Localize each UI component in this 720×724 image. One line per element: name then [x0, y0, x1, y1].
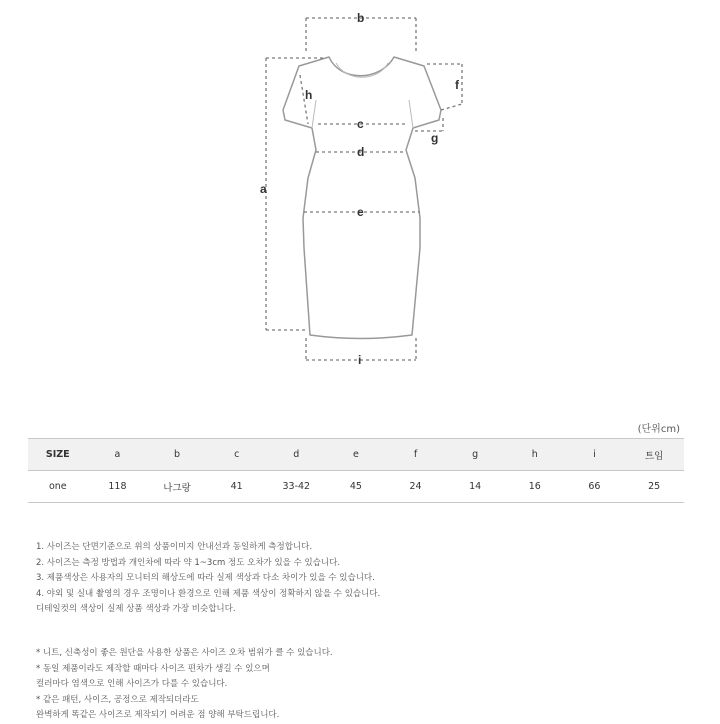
label-f: f: [455, 78, 459, 92]
header-cell: b: [147, 439, 207, 471]
size-notes: [36, 540, 380, 618]
note-line: * 동일 제품이라도 제작할 때마다 사이즈 편차가 생길 수 있으며: [36, 663, 270, 674]
label-h: h: [305, 88, 313, 102]
size-table: [28, 438, 684, 503]
header-cell: SIZE: [28, 439, 88, 471]
note-line: 4. 야외 및 실내 촬영의 경우 조명이나 환경으로 인해 제품 색상이 정확하지 않을 수 있습니다.: [36, 588, 381, 599]
note-line: 컬러마다 염색으로 인해 사이즈가 다를 수 있습니다.: [36, 679, 228, 689]
table-cell: 118: [88, 471, 148, 503]
label-b: b: [357, 11, 365, 25]
label-g: g: [431, 131, 439, 145]
header-cell: e: [326, 439, 386, 471]
table-cell: 33-42: [267, 471, 327, 503]
header-cell: 트임: [624, 439, 684, 471]
note-line: * 같은 패턴, 사이즈, 공정으로 제작되더라도: [36, 694, 199, 705]
table-cell: 나그랑: [147, 471, 207, 503]
note-line: 1. 사이즈는 단면기준으로 위의 상품이미지 안내선과 동일하게 측정합니다.: [36, 542, 313, 552]
table-row: [28, 471, 684, 503]
header-cell: a: [88, 439, 148, 471]
table-cell: 14: [445, 471, 505, 503]
label-i: i: [358, 353, 362, 367]
note-line: 2. 사이즈는 측정 방법과 개인차에 따라 약 1~3cm 정도 오차가 있을 수 있습니다.: [36, 557, 341, 568]
table-cell: 24: [386, 471, 446, 503]
table-cell: 41: [207, 471, 267, 503]
label-d: d: [357, 145, 365, 159]
note-line: 3. 제품색상은 사용자의 모니터의 해상도에 따라 실제 색상과 다소 차이가 있을 수 있습니다.: [36, 573, 375, 583]
table-cell: 16: [505, 471, 565, 503]
header-cell: f: [386, 439, 446, 471]
header-cell: c: [207, 439, 267, 471]
header-cell: h: [505, 439, 565, 471]
unit-note: (단위cm): [637, 424, 680, 435]
header-cell: g: [445, 439, 505, 471]
header-cell: d: [267, 439, 327, 471]
label-c: c: [357, 117, 364, 131]
table-cell: 45: [326, 471, 386, 503]
table-cell: one: [28, 471, 88, 503]
label-a: a: [260, 182, 267, 196]
additional-notes: [36, 646, 333, 724]
label-e: e: [357, 205, 364, 219]
table-cell: 66: [565, 471, 625, 503]
header-cell: i: [565, 439, 625, 471]
note-line: * 니트, 신축성이 좋은 원단을 사용한 상품은 사이즈 오차 범위가 클 수 있습니다.: [36, 648, 333, 658]
table-cell: 25: [624, 471, 684, 503]
size-table-header-row: [28, 439, 684, 471]
note-line: 완벽하게 똑같은 사이즈로 제작되기 어려운 점 양해 부탁드립니다.: [36, 710, 280, 720]
note-line: 디테일컷의 색상이 실제 상품 색상과 가장 비슷합니다.: [36, 604, 236, 614]
